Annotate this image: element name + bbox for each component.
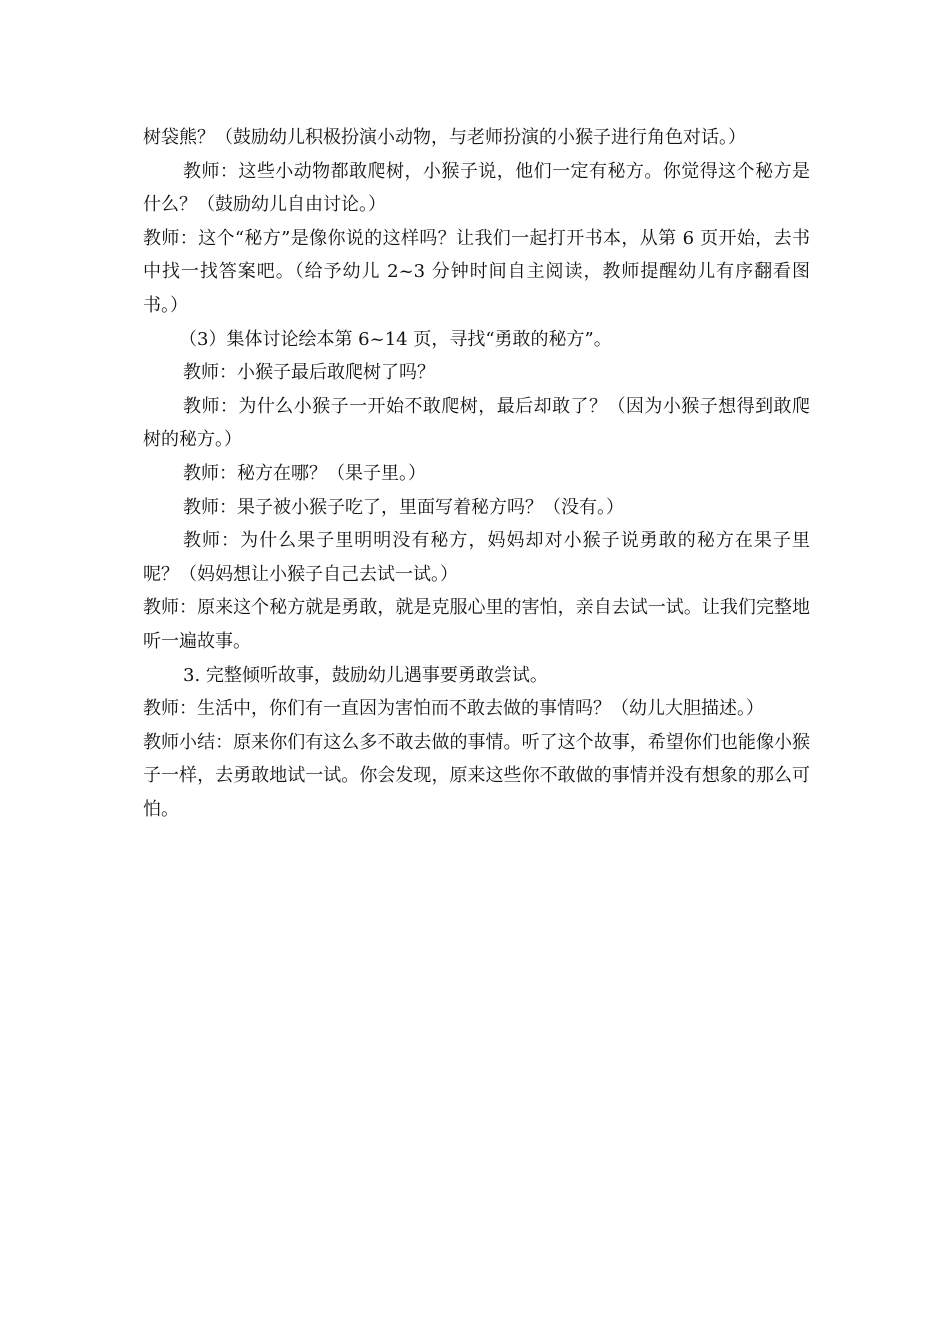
paragraph-1: 树袋熊？（鼓励幼儿积极扮演小动物，与老师扮演的小猴子进行角色对话。）	[143, 127, 746, 148]
paragraph-12: 教师：生活中，你们有一直因为害怕而不敢去做的事情吗？（幼儿大胆描述。）	[143, 698, 764, 720]
paragraph-3: 教师：这个“秘方”是像你说的这样吗？让我们一起打开书本，从第 6 页开始，去书中找一找答案吧。（给予幼儿 2~3 分钟时间自主阅读，教师提醒幼儿有序翻看图书。）	[143, 227, 810, 316]
paragraph-6: 教师：为什么小猴子一开始不敢爬树，最后却敢了？（因为小猴子想得到敢爬树的秘方。）	[143, 395, 810, 451]
paragraph-4: （3）集体讨论绘本第 6~14 页，寻找“勇敢的秘方”。	[179, 328, 612, 350]
paragraph-11: 3. 完整倾听故事，鼓励幼儿遇事要勇敢尝试。	[183, 664, 548, 686]
paragraph-2: 教师：这些小动物都敢爬树，小猴子说，他们一定有秘方。你觉得这个秘方是什么？（鼓励幼儿自由讨论。）	[143, 160, 810, 216]
paragraph-7: 教师：秘方在哪？（果子里。）	[183, 462, 426, 484]
paragraph-5: 教师：小猴子最后敢爬树了吗？	[183, 362, 435, 384]
paragraph-10: 教师：原来这个秘方就是勇敢，就是克服心里的害怕，亲自去试一试。让我们完整地听一遍故事。	[143, 597, 810, 652]
paragraph-9: 教师：为什么果子里明明没有秘方，妈妈却对小猴子说勇敢的秘方在果子里呢？（妈妈想让小猴子自己去试一试。）	[143, 530, 810, 585]
paragraph-13: 教师小结：原来你们有这么多不敢去做的事情。听了这个故事，希望你们也能像小猴子一样，去勇敢地试一试。你会发现，原来这些你不敢做的事情并没有想象的那么可怕。	[143, 731, 810, 820]
document-body	[143, 121, 810, 826]
paragraph-8: 教师：果子被小猴子吃了，里面写着秘方吗？（没有。）	[183, 496, 624, 518]
